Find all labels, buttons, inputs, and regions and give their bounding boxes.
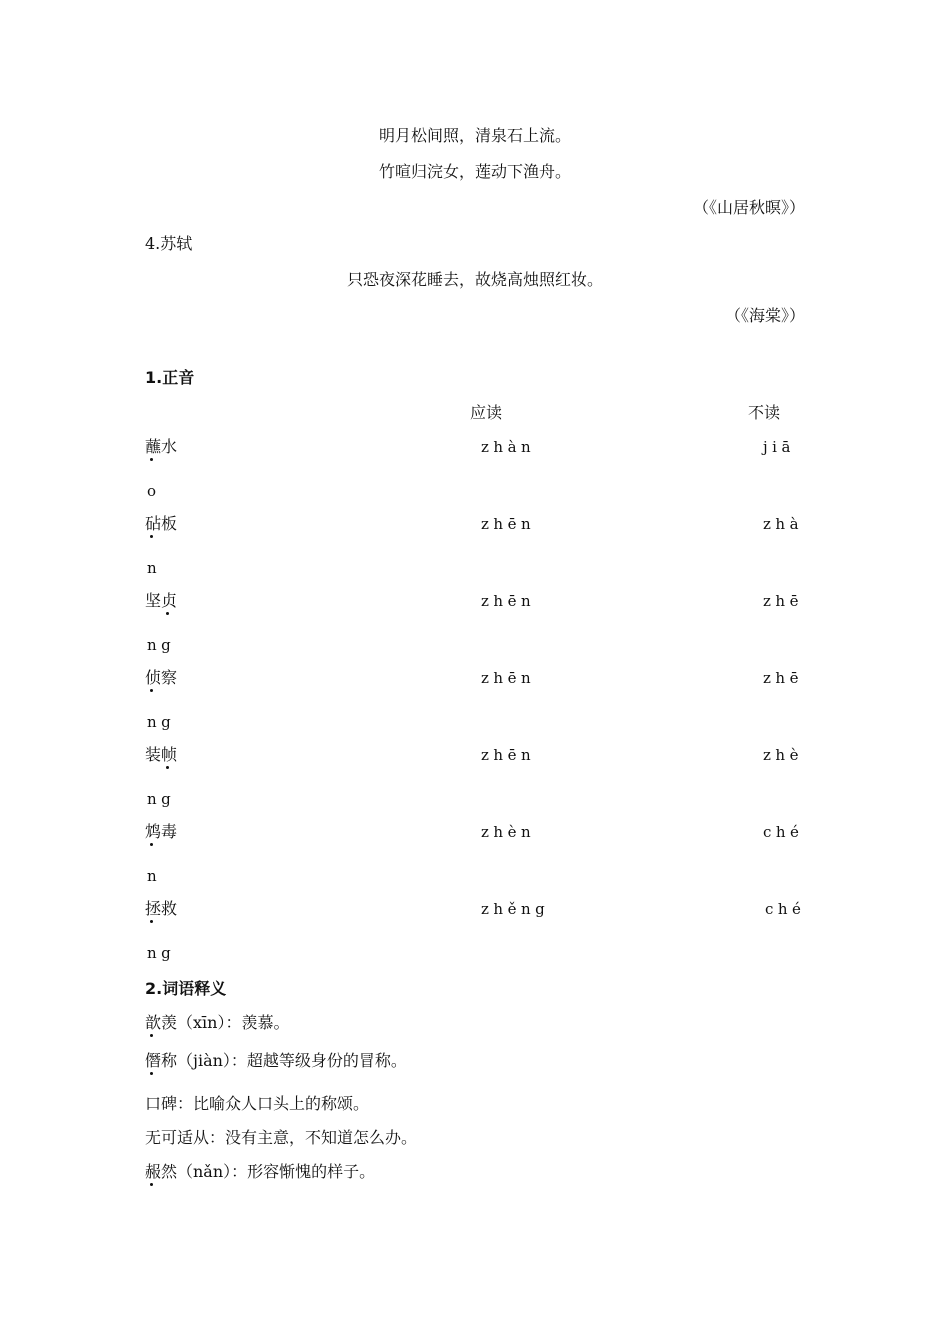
correct-pinyin: zhàn (481, 438, 536, 456)
definition-entry: 无可适从：没有主意，不知道怎么办。 (145, 1128, 418, 1147)
emphasis-dot (150, 689, 153, 692)
emphasis-dot (150, 1072, 153, 1075)
wrong-pinyin: ché (765, 900, 806, 918)
poem-line-1: 明月松间照，清泉石上流。 (378, 126, 571, 145)
pronunciation-word: 蘸水 (145, 437, 178, 456)
pronunciation-word: 坚贞 (145, 591, 178, 610)
pinyin-tail: o (147, 482, 161, 500)
definition-entry: 口碑：比喻众人口头上的称颂。 (145, 1094, 370, 1113)
emphasis-dot (166, 612, 169, 615)
wrong-pinyin: zhà (763, 515, 804, 533)
pronunciation-word: 鸩毒 (145, 822, 178, 841)
correct-pinyin: zhēn (481, 669, 536, 687)
definition-entry: 僭称（jiàn）：超越等级身份的冒称。 (145, 1051, 407, 1070)
correct-pinyin: zhèn (481, 823, 536, 841)
pinyin-tail: ng (147, 636, 176, 654)
pronunciation-word: 装帧 (145, 745, 178, 764)
wrong-pinyin: zhē (763, 592, 803, 610)
pronunciation-word: 拯救 (145, 899, 178, 918)
correct-pinyin: zhēn (481, 515, 536, 533)
definition-entry: 赧然（nǎn）：形容惭愧的样子。 (145, 1162, 376, 1181)
item-4-line: 只恐夜深花睡去，故烧高烛照红妆。 (346, 270, 603, 289)
correct-pinyin: zhēn (481, 592, 536, 610)
poem-source-2: （《海棠》） (724, 306, 805, 325)
poem-source-1: （《山居秋暝》） (692, 198, 805, 217)
correct-pinyin: zhēn (481, 746, 536, 764)
poem-line-2: 竹喧归浣女，莲动下渔舟。 (378, 162, 571, 181)
item-4-label: 4.苏轼 (145, 234, 193, 253)
wrong-pinyin: zhè (763, 746, 803, 764)
emphasis-dot (166, 766, 169, 769)
pinyin-tail: ng (147, 790, 176, 808)
pronunciation-word: 侦察 (145, 668, 178, 687)
pinyin-tail: ng (147, 713, 176, 731)
definition-entry: 歆羡（xīn）：羡慕。 (145, 1013, 290, 1032)
emphasis-dot (150, 920, 153, 923)
emphasis-dot (150, 1183, 153, 1186)
correct-pinyin: zhěng (481, 900, 550, 918)
emphasis-dot (150, 458, 153, 461)
pinyin-tail: ng (147, 944, 176, 962)
pinyin-tail: n (147, 867, 162, 885)
emphasis-dot (150, 1034, 153, 1037)
pronunciation-word: 砧板 (145, 514, 178, 533)
wrong-pinyin: zhē (763, 669, 803, 687)
column-wrong-header: 不读 (748, 403, 781, 422)
wrong-pinyin: jiā (763, 438, 795, 456)
emphasis-dot (150, 843, 153, 846)
wrong-pinyin: ché (763, 823, 804, 841)
column-correct-header: 应读 (470, 403, 503, 422)
emphasis-dot (150, 535, 153, 538)
section-1-title: 1.正音 (145, 368, 195, 387)
pinyin-tail: n (147, 559, 162, 577)
section-2-title: 2.词语释义 (145, 979, 227, 998)
